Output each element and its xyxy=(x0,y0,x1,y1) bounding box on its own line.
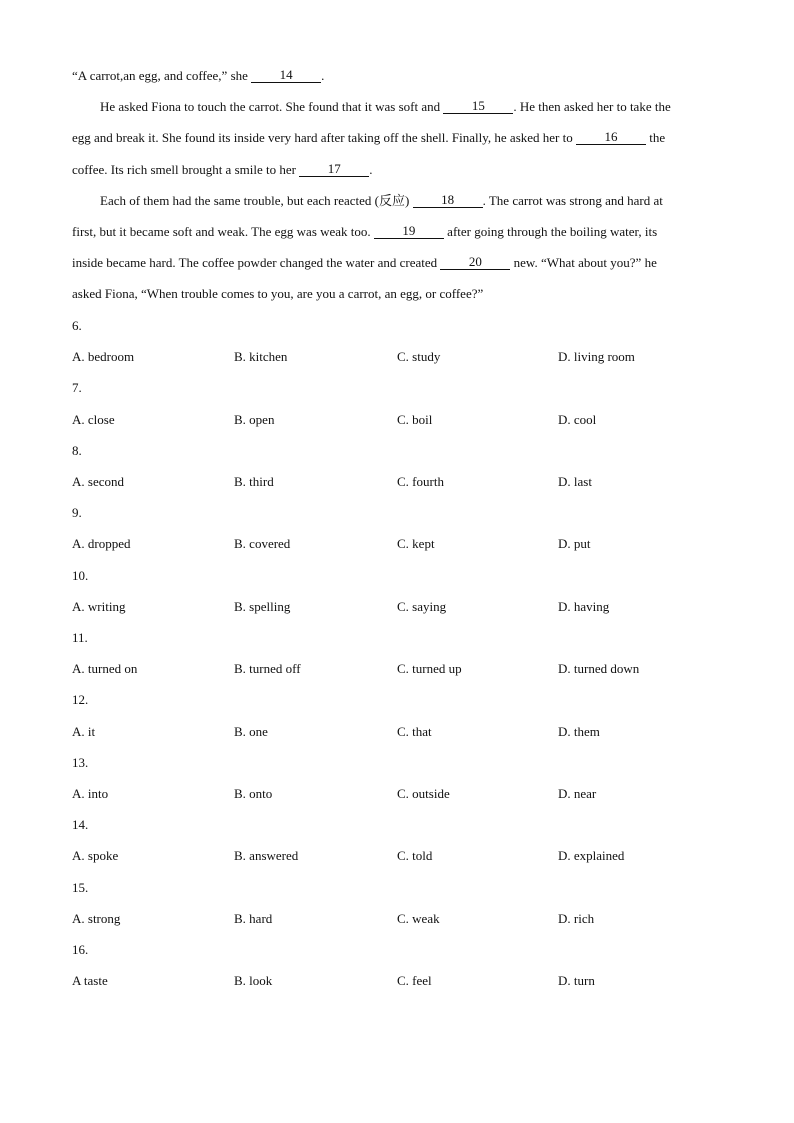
answer-option: B. kitchen xyxy=(234,349,288,365)
answer-option: B. covered xyxy=(234,536,291,552)
answer-option: D. cool xyxy=(558,411,597,427)
passage-text: the xyxy=(645,130,666,146)
answer-option: B. one xyxy=(234,723,268,739)
passage-text: first, but it became soft and weak. The egg was weak too. xyxy=(72,223,374,239)
answer-option: A taste xyxy=(72,973,108,989)
question-number: 11. xyxy=(72,630,88,645)
question-number: 15. xyxy=(72,879,89,895)
question-number: 6. xyxy=(72,318,82,333)
blank-14: 14 xyxy=(251,68,321,83)
answer-option: C. kept xyxy=(397,536,435,552)
answer-option: D. living room xyxy=(558,349,635,365)
passage-text: new. “What about you?” he xyxy=(510,255,657,271)
question-number: 16. xyxy=(72,942,89,957)
question-number: 14. xyxy=(72,817,89,833)
passage-text: . xyxy=(321,68,325,83)
passage-line xyxy=(72,185,720,216)
blank-19: 19 xyxy=(374,224,444,239)
passage-text: inside became hard. The coffee powder changed the water and created xyxy=(72,255,441,271)
passage-text: asked Fiona, “When trouble comes to you, are you a carrot, an egg, or coffee?” xyxy=(72,286,484,302)
answer-option: A. it xyxy=(72,723,96,739)
answer-option: B. turned off xyxy=(234,661,301,677)
answer-option: C. that xyxy=(397,723,432,739)
answer-option: A. close xyxy=(72,411,115,427)
answer-option: C. weak xyxy=(397,910,440,926)
passage-line xyxy=(72,247,720,278)
answer-option: A. bedroom xyxy=(72,349,135,365)
answer-option: B. answered xyxy=(234,848,299,864)
passage-text: . The carrot was strong and hard at xyxy=(482,192,663,208)
answer-option: D. near xyxy=(558,786,597,801)
question-number: 13. xyxy=(72,754,89,770)
answer-option: D. last xyxy=(558,474,592,489)
passage-line xyxy=(72,154,720,185)
passage-text: Each of them had the same trouble, but each reacted (反应) xyxy=(100,192,413,208)
blank-17: 17 xyxy=(299,162,369,177)
answer-option: C. told xyxy=(397,848,433,864)
answer-option: B. look xyxy=(234,973,273,989)
blank-20: 20 xyxy=(440,255,510,270)
passage-text: after going through the boiling water, its xyxy=(443,223,658,239)
passage-line xyxy=(72,278,720,309)
passage-text: coffee. Its rich smell brought a smile to her xyxy=(72,161,300,177)
answer-option: D. explained xyxy=(558,848,625,864)
question-number: 12. xyxy=(72,692,89,708)
answer-option: A. second xyxy=(72,474,124,489)
question-number: 10. xyxy=(72,567,89,583)
passage-line xyxy=(72,216,720,247)
answer-option: A. into xyxy=(72,786,109,801)
answer-option: B. hard xyxy=(234,910,273,926)
passage-text: . xyxy=(369,161,373,177)
answer-option: D. turned down xyxy=(558,661,640,677)
answer-option: B. open xyxy=(234,411,275,427)
answer-option: D. turn xyxy=(558,973,595,989)
answer-option: D. rich xyxy=(558,910,595,926)
passage-line xyxy=(72,91,720,122)
question-number: 7. xyxy=(72,380,82,396)
answer-option: A. writing xyxy=(72,598,126,614)
answer-option: C. fourth xyxy=(397,474,444,489)
passage-text: egg and break it. She found its inside very hard after taking off the shell. Finally, he asked her to xyxy=(72,130,576,146)
passage xyxy=(72,60,720,310)
answer-option: D. having xyxy=(558,598,610,614)
answer-option: B. onto xyxy=(234,786,273,801)
blank-18: 18 xyxy=(413,193,483,208)
answer-option: A. spoke xyxy=(72,848,119,864)
passage-line xyxy=(72,122,720,153)
question-number: 8. xyxy=(72,442,82,458)
passage-text: “A carrot,an egg, and coffee,” she xyxy=(72,68,252,83)
answer-option: B. third xyxy=(234,474,274,489)
answer-option: B. spelling xyxy=(234,598,291,614)
question-number: 9. xyxy=(72,505,82,521)
answer-option: C. boil xyxy=(397,411,433,427)
blank-15: 15 xyxy=(443,99,513,114)
answer-option: C. feel xyxy=(397,973,432,989)
passage-text: . He then asked her to take the xyxy=(513,99,671,115)
passage-text: He asked Fiona to touch the carrot. She found that it was soft and xyxy=(100,99,444,115)
answer-option: C. outside xyxy=(397,786,450,801)
answer-option: D. them xyxy=(558,723,600,739)
answer-option: C. study xyxy=(397,349,441,365)
answer-option: C. turned up xyxy=(397,661,462,677)
answer-option: A. strong xyxy=(72,910,121,926)
answer-option: A. turned on xyxy=(72,661,138,677)
answer-option: C. saying xyxy=(397,598,447,614)
blank-16: 16 xyxy=(576,130,646,145)
answer-option: D. put xyxy=(558,536,591,552)
passage-line xyxy=(72,60,720,91)
answer-option: A. dropped xyxy=(72,536,131,552)
